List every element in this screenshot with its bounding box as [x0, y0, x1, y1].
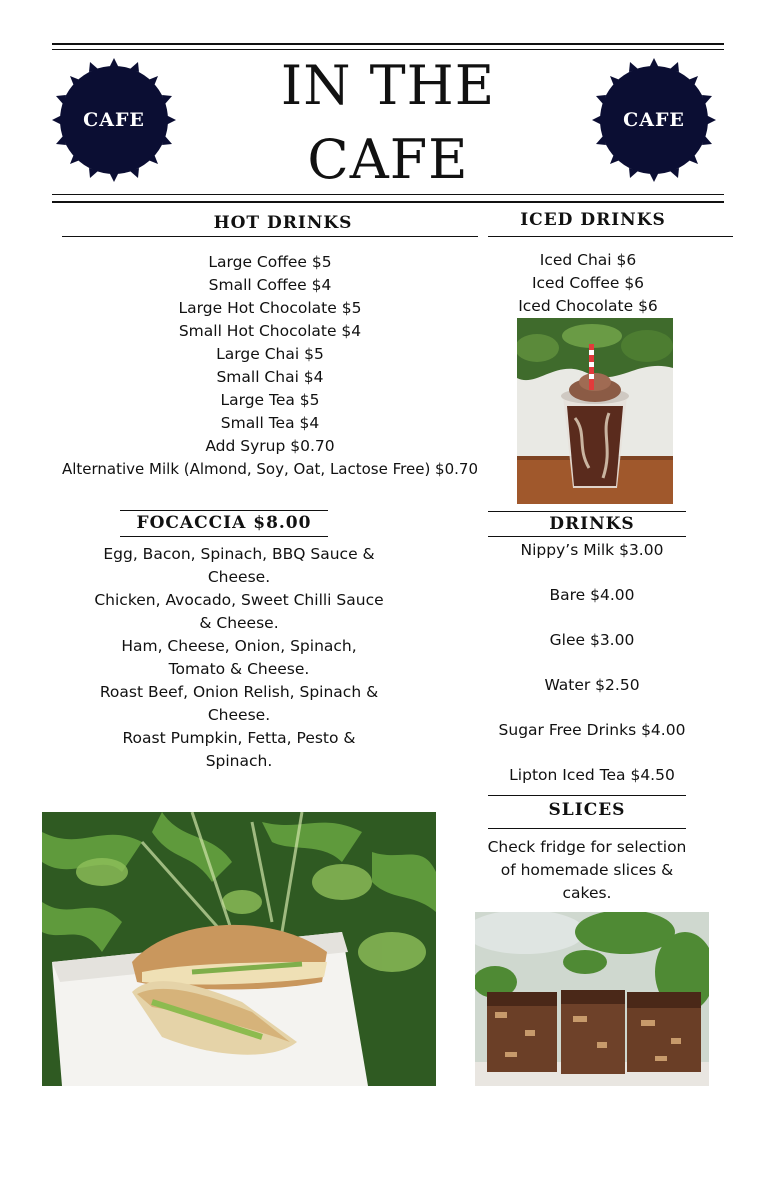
focaccia-rule-top	[120, 510, 328, 511]
menu-item: Glee $3.00	[549, 631, 635, 649]
menu-item: Add Syrup $0.70	[205, 437, 335, 455]
menu-item: Chicken, Avocado, Sweet Chilli Sauce & Cheese.	[94, 591, 384, 632]
drinks-list	[488, 539, 696, 787]
menu-item: Small Coffee $4	[208, 276, 332, 294]
slices-heading: SLICES	[548, 800, 626, 820]
menu-item: Sugar Free Drinks $4.00	[498, 721, 686, 739]
focaccia-list	[92, 543, 386, 773]
menu-item: Iced Chai $6	[539, 251, 637, 269]
menu-item: Lipton Iced Tea $4.50	[509, 766, 675, 784]
badge-left-teeth-icon	[52, 58, 176, 182]
menu-item: Roast Beef, Onion Relish, Spinach & Cheese.	[99, 683, 379, 724]
page-title-line2: CAFE	[307, 128, 469, 191]
menu-item: Ham, Cheese, Onion, Spinach, Tomato & Cheese.	[121, 637, 357, 678]
focaccia-photo	[42, 812, 436, 1086]
slices-rule-bottom	[488, 828, 686, 829]
badge-right-label: CAFE	[623, 109, 685, 131]
drinks-heading: DRINKS	[549, 514, 635, 534]
hot-drinks-rule	[62, 236, 478, 237]
menu-item: Iced Coffee $6	[531, 274, 645, 292]
menu-item: Water $2.50	[544, 676, 640, 694]
iced-drinks-rule	[488, 236, 733, 237]
iced-drinks-heading: ICED DRINKS	[520, 210, 666, 230]
menu-item: Large Tea $5	[220, 391, 320, 409]
menu-item: Egg, Bacon, Spinach, BBQ Sauce & Cheese.	[103, 545, 375, 586]
header-rule-thick	[52, 201, 724, 203]
menu-item: Large Hot Chocolate $5	[178, 299, 362, 317]
badge-left-label: CAFE	[83, 109, 145, 131]
menu-item: Large Coffee $5	[208, 253, 332, 271]
menu-item: Small Tea $4	[220, 414, 320, 432]
header-rule-thin	[52, 194, 724, 195]
menu-item: Roast Pumpkin, Fetta, Pesto & Spinach.	[122, 729, 356, 770]
menu-item: Alternative Milk (Almond, Soy, Oat, Lactose Free) $0.70	[61, 460, 478, 478]
menu-item: Small Hot Chocolate $4	[178, 322, 362, 340]
menu-item: Iced Chocolate $6	[518, 297, 658, 315]
hot-drinks-list	[52, 251, 488, 481]
hot-drinks-heading: HOT DRINKS	[213, 213, 353, 233]
slices-description: Check fridge for selection of homemade slices & cakes.	[487, 838, 687, 902]
slices-photo	[475, 912, 709, 1086]
top-rule-thick	[52, 43, 724, 45]
menu-item: Bare $4.00	[549, 586, 635, 604]
focaccia-heading: FOCACCIA $8.00	[136, 513, 312, 533]
menu-item: Small Chai $4	[216, 368, 324, 386]
iced-chocolate-photo	[517, 318, 673, 504]
cafe-badge-right	[592, 58, 716, 182]
page-title-line1: IN THE	[280, 54, 496, 117]
slices-rule-top	[488, 795, 686, 796]
drinks-rule-bottom	[488, 536, 686, 537]
focaccia-rule-bottom	[120, 536, 328, 537]
menu-item: Large Chai $5	[216, 345, 324, 363]
drinks-rule-top	[488, 511, 686, 512]
menu-item: Nippy’s Milk $3.00	[520, 541, 664, 559]
iced-drinks-list	[488, 249, 688, 318]
